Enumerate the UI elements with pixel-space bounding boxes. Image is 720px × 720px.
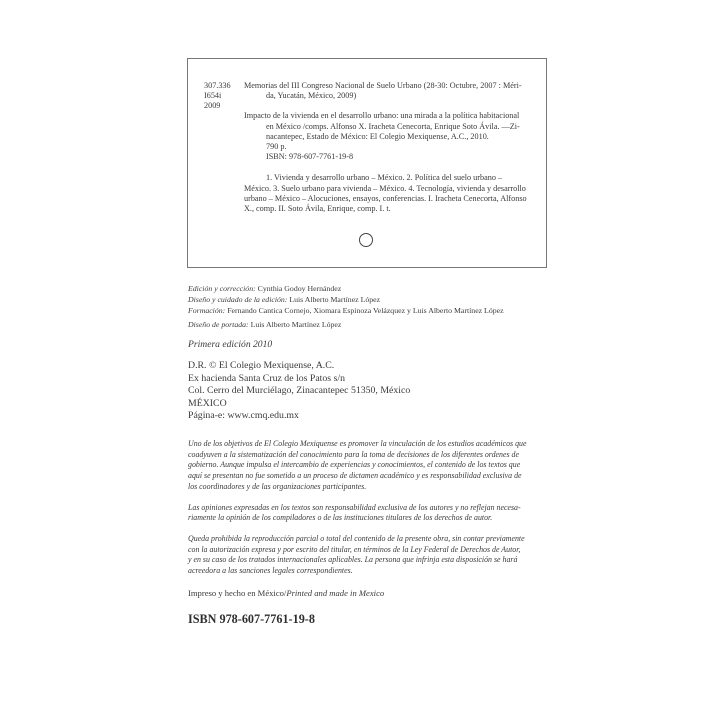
title-line: en México /comps. Alfonso X. Iracheta Cenecorta, Enrique Soto Ávila. —Zi-: [266, 121, 520, 131]
credit-portada: [188, 319, 504, 330]
publisher-address: [188, 360, 410, 423]
note-line: gobierno. Aunque impulsa el intercambio de experiencias y conocimientos, el contenido de los textos que: [188, 460, 521, 470]
catalog-card: [187, 58, 547, 268]
address-line: MÉXICO: [188, 397, 227, 409]
note-line: con la autorización expresa y por escrito del titular, en términos de la Ley Federal de Derechos de Autor,: [188, 544, 521, 554]
subject-line: X., comp. II. Soto Ávila, Enrique, comp. I. t.: [244, 204, 391, 214]
legal-notes: [188, 439, 548, 577]
credit-name: Luis Alberto Martínez López: [287, 295, 381, 304]
address-line: Col. Cerro del Murciélago, Zinacantepec 51350, México: [188, 385, 411, 397]
note-line: acreedora a las sanciones legales correspondientes.: [188, 566, 353, 576]
catalog-entry: [244, 81, 534, 214]
edition-note: Primera edición 2010: [188, 339, 273, 350]
title-line: Impacto de la vivienda en el desarrollo urbano: una mirada a la política habitacional: [244, 111, 520, 121]
title-line: nacantepec, Estado de México: El Colegio Mexiquense, A.C., 2010.: [266, 131, 489, 141]
card-hole-circle: [359, 233, 373, 247]
credit-formacion: [188, 305, 504, 316]
note-line: coadyuven a la sistematización del conocimiento para la toma de decisiones de los diferentes ordenes de: [188, 449, 519, 459]
isbn-line: ISBN: 978-607-7761-19-8: [266, 152, 354, 162]
series-entry: [244, 81, 534, 101]
credit-role: Diseño de portada:: [188, 320, 249, 329]
address-line: Ex hacienda Santa Cruz de los Patos s/n: [188, 372, 345, 384]
printed-in: [188, 588, 384, 598]
subject-line: 1. Vivienda y desarrollo urbano – México. 2. Política del suelo urbano –: [266, 173, 503, 183]
credit-role: Formación:: [188, 306, 226, 315]
note-line: y en su caso de los tratados internacionales aplicables. La persona que infrinja esta disposición se hará: [188, 555, 518, 565]
call-number-line: 2009: [204, 101, 221, 111]
publisher-website: Página-e: www.cmq.edu.mx: [188, 410, 299, 422]
title-entry: [244, 111, 534, 162]
credits: [188, 283, 504, 330]
series-line: Memorias del III Congreso Nacional de Suelo Urbano (28-30: Octubre, 2007 : Méri-: [244, 81, 522, 90]
credit-role: Edición y corrección:: [188, 284, 256, 293]
note-paragraph: [188, 534, 548, 577]
note-line: los coordinadores y de las organizaciones participantes.: [188, 481, 367, 491]
note-line: Queda prohibida la reproducción parcial o total del contenido de la presente obra, sin contar previamente: [188, 533, 525, 543]
printed-in-en: Printed and made in Mexico: [286, 588, 385, 598]
credit-edicion: [188, 283, 504, 294]
subject-entries: [244, 173, 534, 214]
note-line: aquí se presentan no fue sometido a un proceso de dictamen académico y es responsabilidad exclusiva de: [188, 471, 522, 481]
note-line: riamente la opinión de los compiladores o de las instituciones titulares de los derechos de autor.: [188, 513, 493, 523]
subject-line: México. 3. Suelo urbano para vivienda – México. 4. Tecnología, vivienda y desarrollo: [244, 183, 526, 193]
call-number: [204, 81, 231, 112]
subject-line: urbano – México – Alocuciones, ensayos, conferencias. I. Iracheta Cenecorta, Alfonso: [244, 193, 527, 203]
address-line: D.R. © El Colegio Mexiquense, A.C.: [188, 360, 335, 371]
note-paragraph: [188, 503, 548, 524]
credit-diseno: [188, 294, 504, 305]
credit-name: Luis Alberto Martínez López: [248, 320, 342, 329]
credit-name: Cynthia Godoy Hernández: [255, 284, 342, 293]
note-line: Las opiniones expresadas en los textos son responsabilidad exclusiva de los autores y no reflejan necesa-: [188, 502, 521, 512]
call-number-line: 307.336: [204, 81, 231, 90]
pages-line: 790 p.: [266, 142, 287, 152]
note-line: Uno de los objetivos de El Colegio Mexiquense es promover la vinculación de los estudios académicos que: [188, 439, 527, 448]
printed-in-es: Impreso y hecho en México/: [188, 588, 287, 598]
isbn: ISBN 978-607-7761-19-8: [188, 612, 315, 626]
credit-name: Fernando Cantica Cornejo, Xiomara Espinoza Velázquez y Luis Alberto Martínez López: [225, 306, 504, 315]
series-line: da, Yucatán, México, 2009): [266, 91, 357, 101]
call-number-line: I654i: [204, 91, 222, 101]
credit-role: Diseño y cuidado de la edición:: [188, 295, 288, 304]
note-paragraph: [188, 439, 548, 493]
